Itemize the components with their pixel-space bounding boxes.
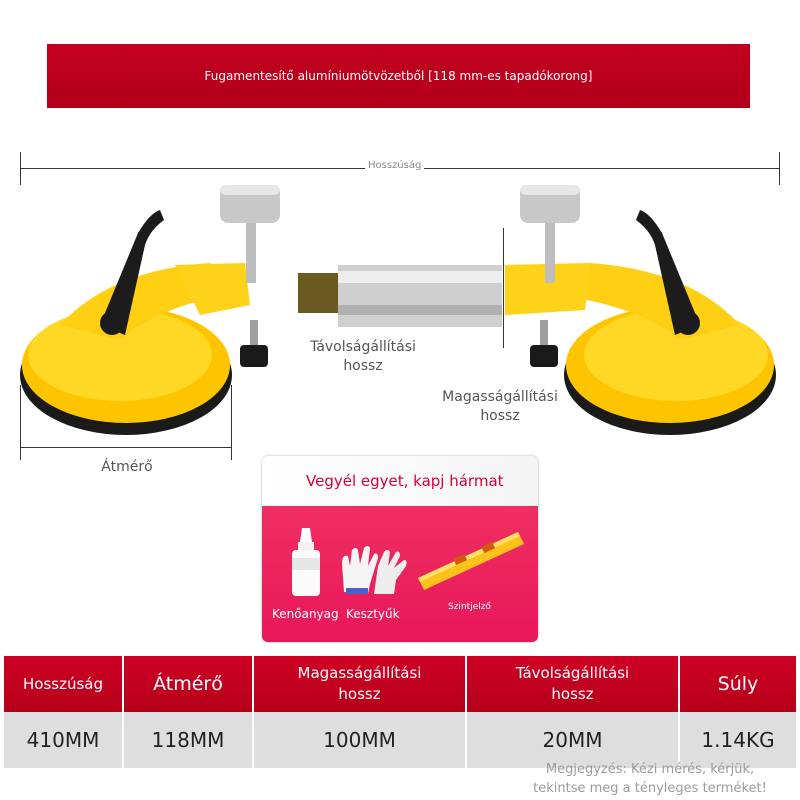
specs-table [4,656,796,768]
height-label-line1: Magasságállítási [442,389,558,405]
value-diameter: 118MM [123,712,253,768]
value-height-adjust: 100MM [253,712,466,768]
promo-items [262,506,538,642]
promo-title: Vegyél egyet, kapj hármat [262,456,538,506]
lubricant-label: Kenőanyag [272,607,339,621]
spirit-level-label: Szintjelző [448,602,491,612]
value-weight: 1.14KG [679,712,796,768]
header-diameter: Átmérő [123,656,253,712]
distance-label-line2: hossz [343,358,383,374]
distance-label-line1: Távolságállítási [310,339,416,355]
height-dimension-line [503,228,504,348]
distance-dimension-label [293,338,433,376]
spirit-level-icon [416,522,526,592]
header-height-line2: hossz [338,685,381,703]
gloves-icon [338,544,410,596]
diameter-tick-left [20,385,21,460]
length-dimension-label: Hosszúság [365,160,424,171]
header-distance-adjust [466,656,679,712]
header-height-line1: Magasságállítási [297,664,422,682]
lubricant-bottle-icon [288,528,324,598]
header-distance-line1: Távolságállítási [515,664,630,682]
height-dimension-label [420,388,580,426]
height-label-line2: hossz [480,408,520,424]
specs-header-row [4,656,796,712]
value-distance-adjust: 20MM [466,712,679,768]
diameter-dimension-label: Átmérő [101,459,153,475]
center-adjustment-tube [298,265,502,327]
diameter-dimension-line [20,447,232,448]
note-line2: tekintse meg a tényleges terméket! [533,781,767,796]
seam-setter-product-image [0,175,800,445]
banner-title: Fugamentesítő alumíniumötvözetből [118 mm-es tapadókorong] [204,69,593,83]
gloves-label: Kesztyűk [346,607,400,621]
value-length: 410MM [4,712,123,768]
header-length: Hosszúság [4,656,123,712]
free-gift-promo [262,456,538,642]
header-distance-line2: hossz [551,685,594,703]
note-line1: Megjegyzés: Kézi mérés, kérjük, [545,762,755,777]
title-banner [47,44,750,108]
header-weight: Súly [679,656,796,712]
header-height-adjust [253,656,466,712]
measurement-note [505,760,795,798]
diameter-tick-right [231,385,232,460]
